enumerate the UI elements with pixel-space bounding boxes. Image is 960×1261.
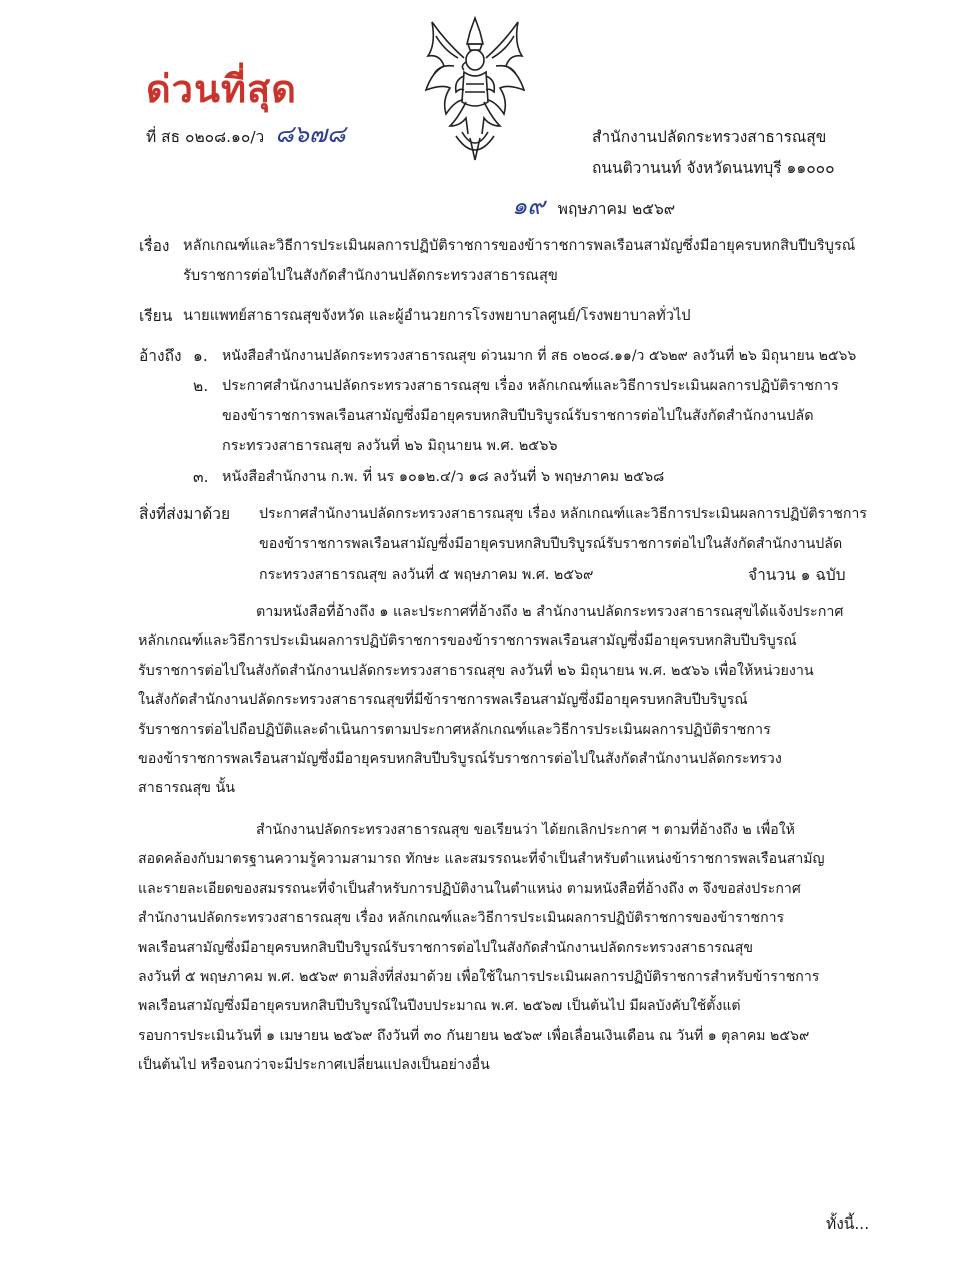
date-day-handwritten: ๑๙: [512, 192, 545, 220]
body-paragraph-1: [138, 598, 873, 804]
document-number-handwritten: ๘๖๗๘: [275, 120, 346, 148]
paragraph-line: รอบการประเมินวันที่ ๑ เมษายน ๒๕๖๙ ถึงวันที่ ๓๐ กันยายน ๒๕๖๙ เพื่อเลื่อนเงินเดือน ณ วันที่ ๑ ตุลาคม ๒๕๖๙: [138, 1027, 810, 1044]
paragraph-line: รับราชการต่อไปถือปฏิบัติและดำเนินการตามประกาศหลักเกณฑ์และวิธีการประเมินผลการปฏิบัติราชการ: [138, 721, 771, 738]
urgency-stamp: ด่วนที่สุด: [146, 66, 297, 111]
document-number: [146, 120, 346, 148]
subject-label: เรื่อง: [139, 237, 170, 255]
subject-line: หลักเกณฑ์และวิธีการประเมินผลการปฏิบัติราชการของข้าราชการพลเรือนสามัญซึ่งมีอายุครบหกสิบปีบริบูรณ์: [183, 237, 856, 254]
paragraph-line: สาธารณสุข นั้น: [138, 780, 236, 797]
paragraph-line: สำนักงานปลัดกระทรวงสาธารณสุข ขอเรียนว่า ได้ยกเลิกประกาศ ฯ ตามที่อ้างถึง ๒ เพื่อให้: [256, 822, 795, 838]
addressee-label: เรียน: [139, 307, 173, 325]
reference-text: หนังสือสำนักงานปลัดกระทรวงสาธารณสุข ด่วนมาก ที่ สธ ๐๒๐๘.๑๑/ว ๕๖๒๙ ลงวันที่ ๒๖ มิถุนายน ๒๕๖๖: [222, 348, 857, 364]
enclosure-quantity: จำนวน ๑ ฉบับ: [748, 566, 846, 584]
office-address: ถนนติวานนท์ จังหวัดนนทบุรี ๑๑๐๐๐: [592, 159, 835, 177]
body-paragraph-2: [138, 816, 873, 1081]
reference-text: ประกาศสำนักงานปลัดกระทรวงสาธารณสุข เรื่อง หลักเกณฑ์และวิธีการประเมินผลการปฏิบัติราชการ: [222, 378, 839, 394]
enclosure-label: สิ่งที่ส่งมาด้วย: [139, 505, 231, 523]
reference-number: ๓.: [193, 468, 209, 486]
document-number-prefix: ที่ สธ ๐๒๐๘.๑๐/ว: [146, 128, 265, 146]
paragraph-line: พลเรือนสามัญซึ่งมีอายุครบหกสิบปีบริบูรณ์รับราชการต่อไปในสังกัดสำนักงานปลัดกระทรวงสาธารณสุข: [138, 939, 753, 956]
addressee-text: นายแพทย์สาธารณสุขจังหวัด และผู้อำนวยการโรงพยาบาลศูนย์/โรงพยาบาลทั่วไป: [183, 307, 691, 324]
continuation-text: ทั้งนี้...: [826, 1215, 870, 1233]
date-month-year: พฤษภาคม ๒๕๖๙: [557, 200, 676, 218]
paragraph-line: ของข้าราชการพลเรือนสามัญซึ่งมีอายุครบหกสิบปีบริบูรณ์รับราชการต่อไปในสังกัดสำนักงานปลัดกระทรวง: [138, 751, 782, 768]
subject-line: รับราชการต่อไปในสังกัดสำนักงานปลัดกระทรวงสาธารณสุข: [183, 267, 558, 284]
enclosure-line: ของข้าราชการพลเรือนสามัญซึ่งมีอายุครบหกสิบปีบริบูรณ์รับราชการต่อไปในสังกัดสำนักงานปลัด: [259, 536, 843, 552]
reference-text: หนังสือสำนักงาน ก.พ. ที่ นร ๑๐๑๒.๔/ว ๑๘ ลงวันที่ ๖ พฤษภาคม ๒๕๖๘: [222, 469, 665, 485]
paragraph-line: พลเรือนสามัญซึ่งมีอายุครบหกสิบปีบริบูรณ์ในปีงบประมาณ พ.ศ. ๒๕๖๗ เป็นต้นไป มีผลบังคับใช้ตั้งแต่: [138, 998, 741, 1015]
paragraph-line: หลักเกณฑ์และวิธีการประเมินผลการปฏิบัติราชการของข้าราชการพลเรือนสามัญซึ่งมีอายุครบหกสิบปีบริบูรณ์: [138, 633, 797, 650]
paragraph-line: ในสังกัดสำนักงานปลัดกระทรวงสาธารณสุขที่มีข้าราชการพลเรือนสามัญซึ่งมีอายุครบหกสิบปีบริบูรณ์: [138, 692, 748, 709]
paragraph-line: และรายละเอียดของสมรรถนะที่จำเป็นสำหรับการปฏิบัติงานในตำแหน่ง ตามหนังสือที่อ้างถึง ๓ จึงขอส่งประกาศ: [138, 880, 801, 897]
reference-text: กระทรวงสาธารณสุข ลงวันที่ ๒๖ มิถุนายน พ.ศ. ๒๕๖๖: [222, 438, 558, 454]
enclosure-line: ประกาศสำนักงานปลัดกระทรวงสาธารณสุข เรื่อง หลักเกณฑ์และวิธีการประเมินผลการปฏิบัติราชการ: [259, 506, 868, 522]
office-name: สำนักงานปลัดกระทรวงสาธารณสุข: [592, 128, 827, 146]
paragraph-line: สำนักงานปลัดกระทรวงสาธารณสุข เรื่อง หลักเกณฑ์และวิธีการประเมินผลการปฏิบัติราชการของข้าราชการ: [138, 910, 785, 927]
reference-number: ๑.: [193, 347, 208, 365]
paragraph-line: สอดคล้องกับมาตรฐานความรู้ความสามารถ ทักษะ และสมรรถนะที่จำเป็นสำหรับตำแหน่งข้าราชการพลเรือนสามัญ: [138, 851, 825, 868]
reference-number: ๒.: [193, 377, 209, 395]
document-date: [512, 192, 676, 220]
paragraph-line: เป็นต้นไป หรือจนกว่าจะมีประกาศเปลี่ยนแปลงเป็นอย่างอื่น: [138, 1057, 490, 1074]
reference-text: ของข้าราชการพลเรือนสามัญซึ่งมีอายุครบหกสิบปีบริบูรณ์รับราชการต่อไปในสังกัดสำนักงานปลัด: [222, 408, 814, 424]
enclosure-line: กระทรวงสาธารณสุข ลงวันที่ ๕ พฤษภาคม พ.ศ. ๒๕๖๙: [259, 567, 594, 583]
paragraph-line: ลงวันที่ ๕ พฤษภาคม พ.ศ. ๒๕๖๙ ตามสิ่งที่ส่งมาด้วย เพื่อใช้ในการประเมินผลการปฏิบัติราชการสำหรับข้าราชการ: [138, 969, 820, 986]
references-label: อ้างถึง: [139, 347, 182, 365]
garuda-emblem-icon: [420, 14, 530, 164]
paragraph-line: ตามหนังสือที่อ้างถึง ๑ และประกาศที่อ้างถึง ๒ สำนักงานปลัดกระทรวงสาธารณสุขได้แจ้งประกาศ: [256, 604, 844, 620]
paragraph-line: รับราชการต่อไปในสังกัดสำนักงานปลัดกระทรวงสาธารณสุข ลงวันที่ ๒๖ มิถุนายน พ.ศ. ๒๕๖๖ เพื่อให้หน่วยงาน: [138, 662, 814, 679]
